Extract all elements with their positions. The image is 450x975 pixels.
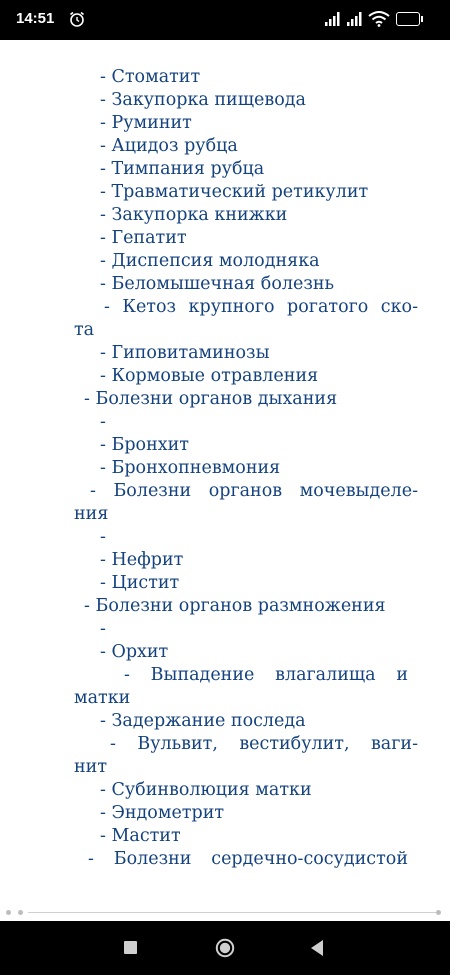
text-line: - Тимпания рубца <box>100 159 265 179</box>
text-line: - <box>100 619 106 639</box>
text-line: - Руминит <box>100 113 192 133</box>
home-icon[interactable] <box>215 938 235 958</box>
document-text <box>0 66 450 871</box>
scroll-dot <box>6 910 11 915</box>
text-line: - Бронхопневмония <box>100 458 281 478</box>
status-time: 14:51 <box>16 10 55 27</box>
text-line: - Задержание последа <box>100 711 306 731</box>
text-line: - Орхит <box>100 642 169 662</box>
back-icon[interactable] <box>310 939 324 957</box>
text-line: - Выпадение влагалища и <box>124 665 408 685</box>
text-line: - Травматический ретикулит <box>100 182 369 202</box>
text-line: ния <box>74 504 109 524</box>
text-line: - Закупорка пищевода <box>100 90 306 110</box>
text-line: - Гиповитаминозы <box>100 343 270 363</box>
text-line: - Болезни сердечно-сосудистой <box>88 849 408 869</box>
text-line: - <box>100 527 106 547</box>
scroll-dot <box>18 910 23 915</box>
text-line: - Нефрит <box>100 550 184 570</box>
text-line: - Болезни органов дыхания <box>84 389 338 409</box>
text-line: - Бронхит <box>100 435 189 455</box>
alarm-icon <box>68 10 86 28</box>
text-line: - <box>100 412 106 432</box>
text-line: - Субинволюция матки <box>100 780 312 800</box>
battery-nub <box>421 16 423 22</box>
signal-icon <box>324 11 340 27</box>
text-line: - Мастит <box>100 826 181 846</box>
text-line: - Болезни органов мочевыделе- <box>90 481 418 501</box>
navigation-bar <box>0 921 450 975</box>
text-line: - Диспепсия молодняка <box>100 251 320 271</box>
text-line: - Кетоз крупного рогатого ско- <box>104 297 418 317</box>
text-line: - Кормовые отравления <box>100 366 319 386</box>
text-line: - Вульвит, вестибулит, ваги- <box>110 734 418 754</box>
scroll-dot <box>436 910 441 915</box>
page-scroll-indicator[interactable] <box>0 906 450 920</box>
battery-level: 54 <box>402 12 414 23</box>
scroll-track <box>28 912 438 913</box>
signal-icon <box>346 11 362 27</box>
status-bar <box>0 0 450 40</box>
text-line: - Стоматит <box>100 67 201 87</box>
text-line: - Эндометрит <box>100 803 225 823</box>
text-line: - Цистит <box>100 573 180 593</box>
battery-icon <box>396 12 420 26</box>
text-line: - Ацидоз рубца <box>100 136 238 156</box>
text-line: - Гепатит <box>100 228 187 248</box>
text-line: нит <box>74 757 108 777</box>
wifi-icon <box>368 11 390 27</box>
text-line: та <box>74 320 95 340</box>
text-line: - Беломышечная болезнь <box>100 274 335 294</box>
recents-icon[interactable] <box>124 941 137 954</box>
text-line: - Болезни органов размножения <box>84 596 386 616</box>
text-line: - Закупорка книжки <box>100 205 288 225</box>
text-line: матки <box>74 688 131 708</box>
